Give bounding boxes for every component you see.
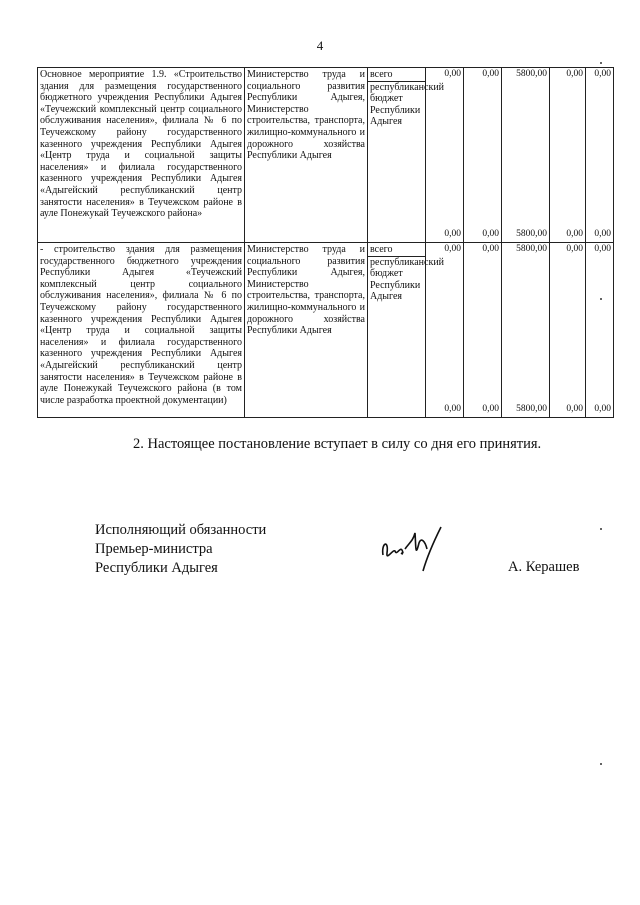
funding-source-cell — [368, 243, 445, 418]
value-cell: 0,00 0,00 — [586, 243, 614, 418]
value-cell: 0,00 0,00 — [426, 243, 464, 418]
page-number: 4 — [316, 38, 324, 53]
funding-total-label: всего — [368, 69, 425, 82]
value-cell: 0,00 0,00 — [464, 243, 502, 418]
activity-executor: Министерство труда и социального развития Республики Адыгея, Министерство строительства, транспорта, жилищно-коммунального и дорожного хозяйства Республики Адыгея — [245, 243, 368, 418]
scan-speck — [600, 528, 602, 530]
scan-speck — [600, 763, 602, 765]
funding-source-cell — [368, 68, 445, 243]
signatory-title-line: Премьер-министра — [95, 541, 213, 557]
funding-total-label: всего — [368, 244, 425, 257]
effective-date-paragraph: 2. Настоящее постановление вступает в силу со дня его принятия. — [133, 436, 542, 452]
value-cell: 0,00 0,00 — [550, 68, 586, 243]
signatory-title-line: Исполняющий обязанности — [95, 522, 267, 538]
activity-description: - строительство здания для размещения государственного бюджетного учреждения Республики Адыгея «Теучежский комплексный центр социального обслуживания населения», филиала № 6 по Теучежскому району государственного казенного учреждения Республики Адыгея «Центр труда и социальной защиты населения» и филиала государственного казенного учреждения Республики Адыгея «Адыгейский республиканский центр занятости населения» в Теучежском районе в ауле Понежукай Теучежского района (в том числе разработка проектной документации) — [38, 243, 245, 418]
value-cell: 0,00 0,00 — [550, 243, 586, 418]
table-row — [38, 68, 614, 243]
funding-budget-label: республиканский бюджет Республики Адыгея — [370, 81, 445, 128]
signatory-title-line: Республики Адыгея — [95, 560, 218, 576]
table-row — [38, 243, 614, 418]
value-cell: 5800,00 5800,00 — [502, 68, 550, 243]
value-cell: 0,00 0,00 — [426, 68, 464, 243]
activity-executor: Министерство труда и социального развития Республики Адыгея, Министерство строительства, транспорта, жилищно-коммунального и дорожного хозяйства Республики Адыгея — [245, 68, 368, 243]
value-cell: 0,00 0,00 — [586, 68, 614, 243]
value-cell: 5800,00 5800,00 — [502, 243, 550, 418]
value-cell: 0,00 0,00 — [464, 68, 502, 243]
activity-description: Основное мероприятие 1.9. «Строительство здания для размещения государственного бюджетного учреждения Республики Адыгея «Теучежский комплексный центр социального обслуживания населения», филиала № 6 по Теучежскому району государственного казенного учреждения Республики Адыгея «Центр труда и социальной защиты населения» и филиала государственного казенного учреждения Республики Адыгея «Адыгейский республиканский центр занятости населения» в Теучежском районе в ауле Понежукай Теучежского района» — [38, 68, 245, 243]
scan-speck — [600, 298, 602, 300]
scan-speck — [600, 62, 602, 64]
activities-table — [37, 67, 614, 418]
signatory-title — [95, 521, 266, 578]
funding-budget-label: республиканский бюджет Республики Адыгея — [370, 256, 445, 303]
handwritten-signature — [375, 513, 455, 573]
signatory-name: А. Керашев — [508, 559, 580, 575]
